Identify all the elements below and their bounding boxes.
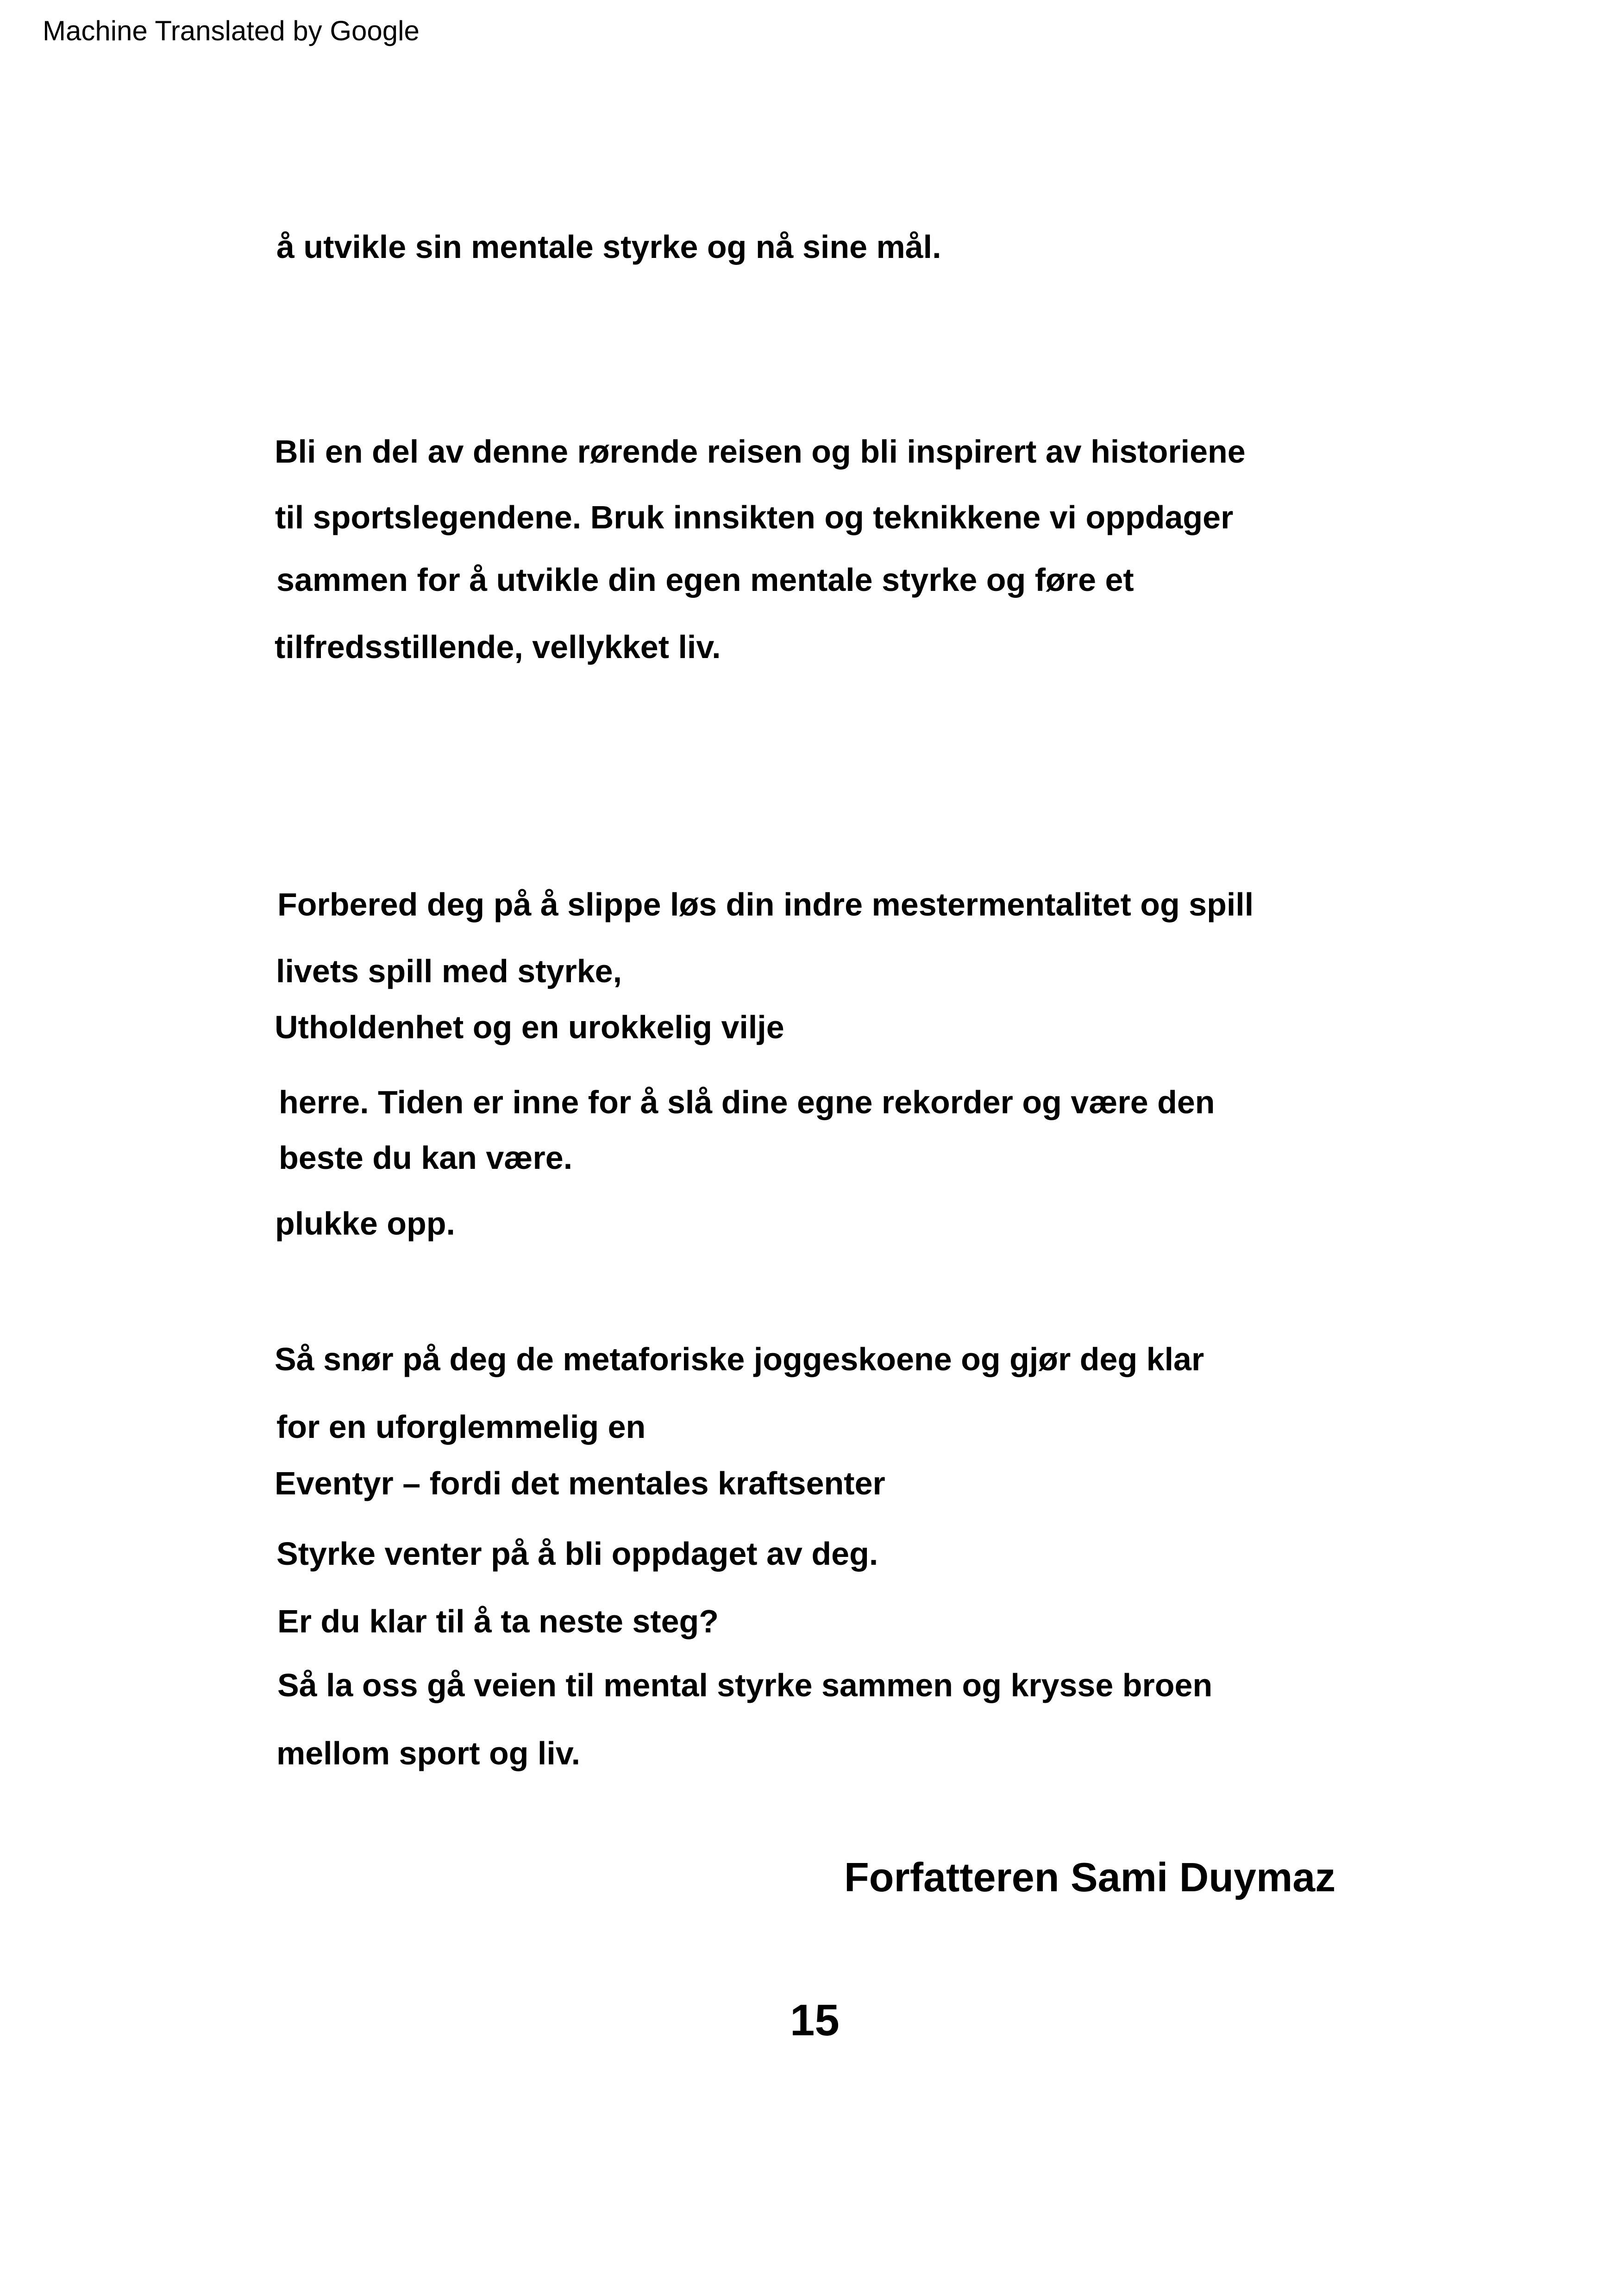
text-line: herre. Tiden er inne for å slå dine egne rekorder og være den — [279, 1084, 1215, 1120]
text-line: Så snør på deg de metaforiske joggeskoene og gjør deg klar — [275, 1341, 1204, 1377]
text-line: Så la oss gå veien til mental styrke sammen og krysse broen — [277, 1667, 1213, 1703]
text-line: Eventyr – fordi det mentales kraftsenter — [275, 1465, 885, 1501]
page-number: 15 — [790, 1995, 840, 2045]
text-line: Utholdenhet og en urokkelig vilje — [275, 1009, 784, 1045]
text-line: beste du kan være. — [279, 1140, 573, 1176]
text-line: Styrke venter på å bli oppdaget av deg. — [276, 1536, 878, 1572]
author-signature: Forfatteren Sami Duymaz — [844, 1854, 1336, 1900]
text-line: til sportslegendene. Bruk innsikten og teknikkene vi oppdager — [275, 499, 1234, 535]
text-line: Forbered deg på å slippe løs din indre mestermentalitet og spill — [277, 886, 1254, 922]
text-line: for en uforglemmelig en — [276, 1409, 646, 1445]
text-line: tilfredsstillende, vellykket liv. — [275, 629, 721, 665]
text-line: Bli en del av denne rørende reisen og bli inspirert av historiene — [275, 433, 1246, 470]
text-line: livets spill med styrke, — [276, 953, 622, 989]
text-line: sammen for å utvikle din egen mentale styrke og føre et — [276, 562, 1134, 598]
text-line: mellom sport og liv. — [276, 1735, 581, 1771]
text-line: plukke opp. — [275, 1205, 455, 1242]
text-line: å utvikle sin mentale styrke og nå sine mål. — [276, 229, 941, 265]
text-line: Er du klar til å ta neste steg? — [277, 1603, 719, 1639]
machine-translation-banner: Machine Translated by Google — [43, 15, 420, 46]
